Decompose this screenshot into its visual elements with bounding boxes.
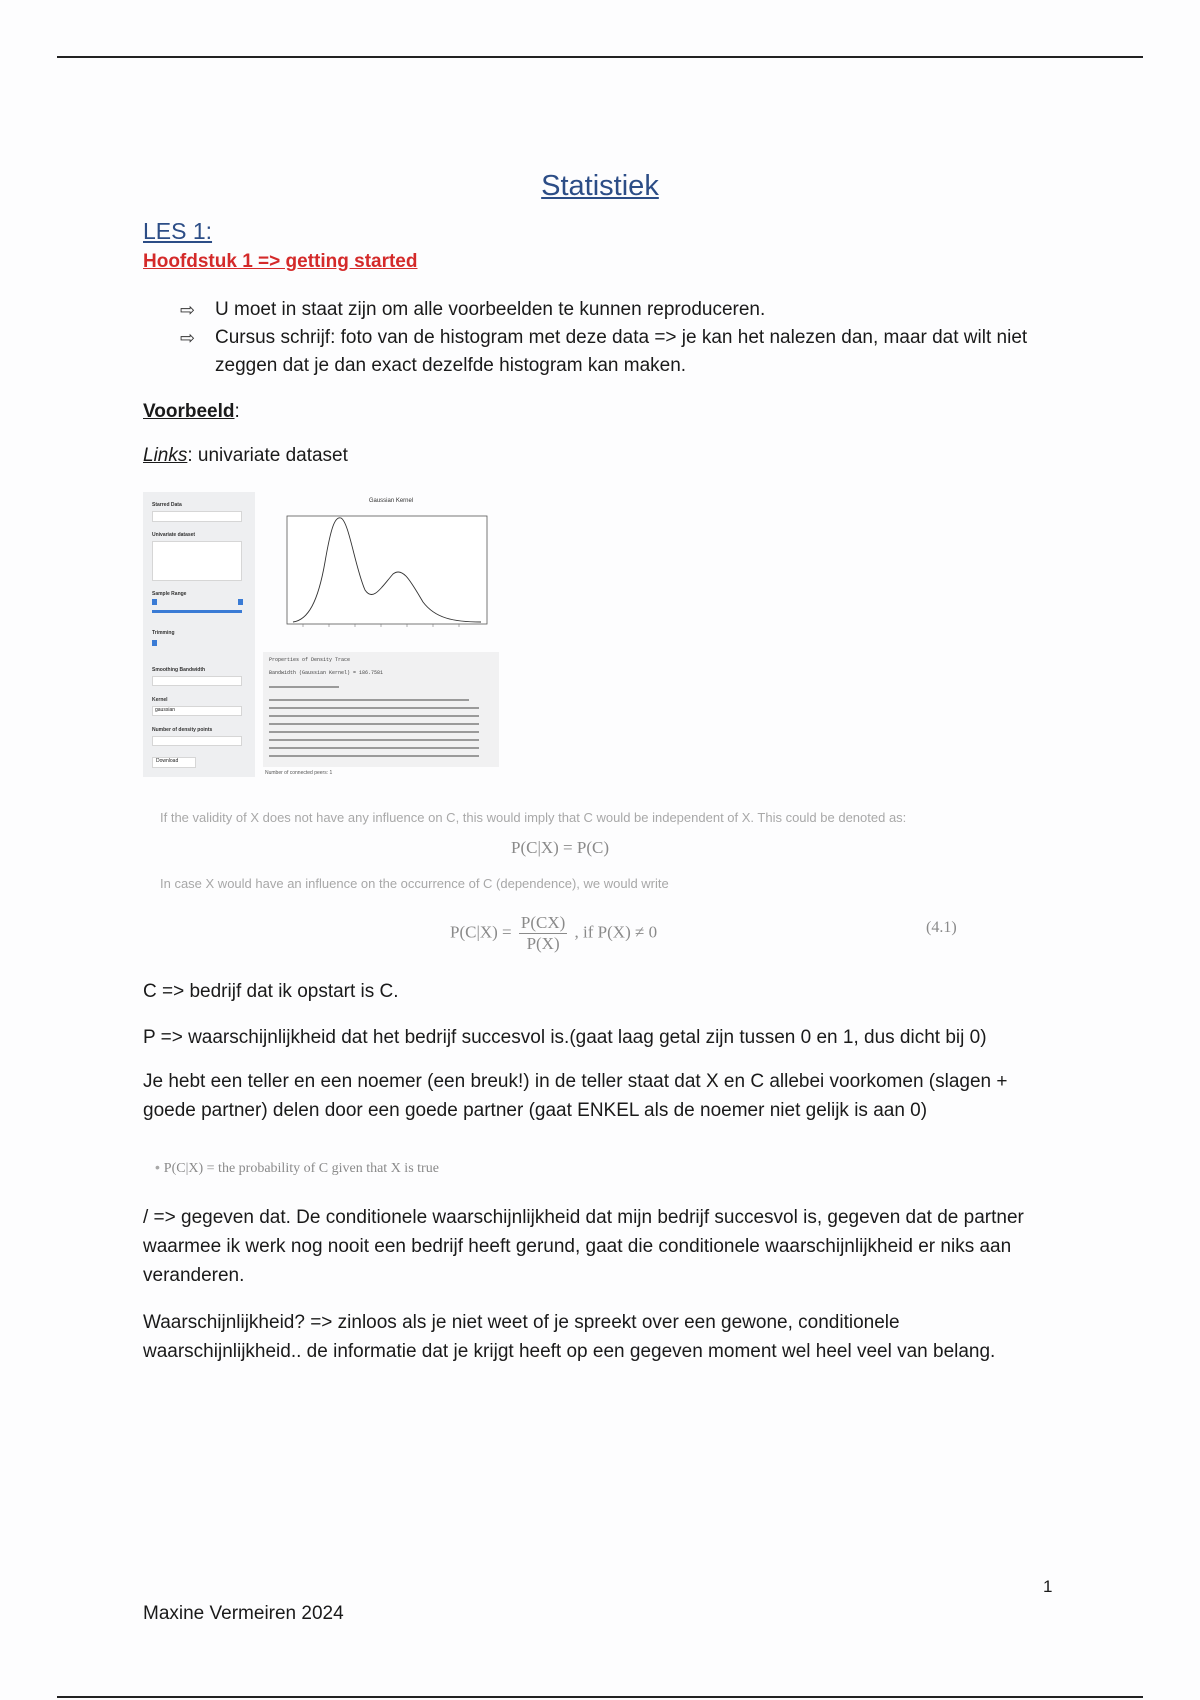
links-caption: Links: univariate dataset [143, 445, 348, 466]
bullet-list [180, 296, 1060, 380]
download-button: Download [152, 757, 196, 768]
list-item: ⇨ U moet in staat zijn om alle voorbeelden te kunnen reproduceren. [180, 296, 1060, 324]
paragraph-p: P => waarschijnlijkheid dat het bedrijf succesvol is.(gaat laag getal zijn tussen 0 en 1, dus dicht bij 0) [143, 1027, 987, 1048]
density-plot [263, 492, 499, 652]
lesson-heading: LES 1: [143, 218, 213, 244]
paragraph-fraction: Je hebt een teller en een noemer (een breuk!) in de teller staat dat X en C allebei voorkomen (slagen + goede partner) delen door een goede partner (gaat ENKEL als de noemer niet gelijk is aan 0) [143, 1071, 1008, 1121]
page-number: 1 [1043, 1577, 1053, 1596]
bottom-rule [57, 1696, 1143, 1698]
list-item: ⇨ Cursus schrijf: foto van de histogram met deze data => je kan het nalezen dan, maar dat wilt niet zeggen dat je dan exact dezelfde histogram kan maken. [180, 324, 1060, 380]
paragraph-c: C => bedrijf dat ik opstart is C. [143, 981, 399, 1002]
arrow-icon: ⇨ [180, 328, 196, 348]
voorbeeld-heading: Voorbeeld: [143, 401, 240, 422]
page-title: Statistiek [541, 170, 659, 202]
sidebar-panel: Starred Data Univariate dataset Sample Range Trimming Smoothing Bandwidth Kernel gaussian Number of density points Download [143, 492, 255, 777]
quote-line-1: If the validity of X does not have any influence on C, this would imply that C would be independent of X. This could be denoted as: [160, 810, 907, 825]
formula-independence: P(C|X) = P(C) [511, 838, 609, 857]
app-screenshot: Starred Data Univariate dataset Sample Range Trimming Smoothing Bandwidth Kernel gaussian Number of density points Download Gaussian Kernel Properties of Density Trace Bandwidth (Gaussian Kernel) = 186.7581 Number of connected peers: 1 [143, 492, 499, 777]
probability-definition: • P(C|X) = the probability of C given that X is true [155, 1159, 439, 1176]
plot-title: Gaussian Kernel [368, 498, 414, 504]
equation-number: (4.1) [926, 919, 957, 936]
paragraph-probability: Waarschijnlijkheid? => zinloos als je niet weet of je spreekt over een gewone, conditionele waarschijnlijkheid.. de informatie dat je krijgt heeft op een gegeven moment wel heel veel van belang. [143, 1312, 996, 1362]
quote-line-2: In case X would have an influence on the occurrence of C (dependence), we would write [160, 876, 669, 891]
arrow-icon: ⇨ [180, 300, 196, 320]
top-rule [57, 56, 1143, 58]
density-table: Properties of Density Trace Bandwidth (Gaussian Kernel) = 186.7581 [263, 652, 499, 767]
paragraph-given: / => gegeven dat. De conditionele waarschijnlijkheid dat mijn bedrijf succesvol is, gegeven dat de partner waarmee ik werk nog nooit een bedrijf heeft gerund, gaat die conditionele waarschijnlijkheid er niks aan veranderen. [143, 1207, 1024, 1286]
formula-conditional: P(C|X) = $\frac{P(CX)}{P(X)}$ , if P(X) ≠ 0 [450, 913, 658, 953]
footer-author: Maxine Vermeiren 2024 [143, 1603, 344, 1624]
chapter-heading: Hoofdstuk 1 => getting started [143, 251, 418, 272]
